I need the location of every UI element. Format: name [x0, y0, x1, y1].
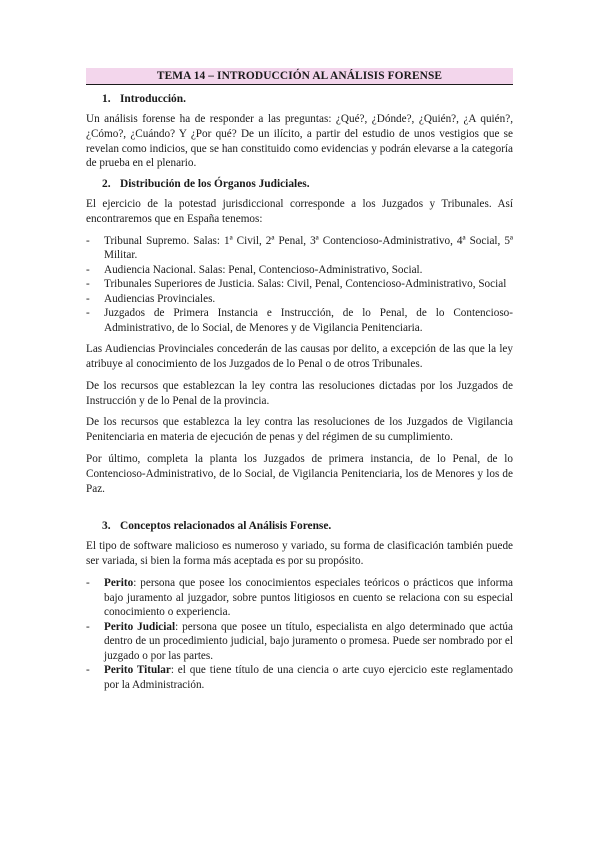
section-heading-2	[86, 178, 513, 190]
paragraph: Un análisis forense ha de responder a las preguntas: ¿Qué?, ¿Dónde?, ¿Quién?, ¿A quién?, ¿Cómo?, ¿Cuándo? Y ¿Por qué? De un ilícito, a partir del estudio de unos vestigios que se revelan como indicios, que se han constituido como evidencias y podrán elevarse a la categoría de prueba en el plenario.	[86, 113, 513, 170]
list-item	[86, 663, 513, 692]
paragraph: El tipo de software malicioso es numeroso y variado, su forma de clasificación también puede ser variada, si bien la forma más aceptada es por su propósito.	[86, 540, 513, 568]
section-number: 3.	[102, 520, 111, 533]
bullet-mark: -	[86, 263, 90, 276]
definition-list	[86, 576, 513, 692]
definition: : persona que posee un título, especialista en algo determinado que actúa dentro de un procedimiento judicial, bajo juramento o promesa. Puede ser nombrado por el juzgado o por las partes.	[104, 620, 513, 662]
term: Perito Judicial	[104, 620, 176, 633]
page-title: TEMA 14 – INTRODUCCIÓN AL ANÁLISIS FORENSE	[86, 68, 513, 85]
section-title: Introducción.	[120, 93, 186, 105]
list-item	[86, 277, 513, 292]
list-item-text: Audiencias Provinciales.	[104, 292, 216, 305]
paragraph: Las Audiencias Provinciales concederán de las causas por delito, a excepción de las que la ley atribuye al conocimiento de los Juzgados de lo Penal o de otros Tribunales.	[86, 343, 513, 371]
bullet-mark: -	[86, 577, 90, 590]
bullet-mark: -	[86, 620, 90, 633]
bullet-mark: -	[86, 234, 90, 247]
term: Perito	[104, 577, 134, 590]
section-heading-1	[86, 93, 513, 105]
section-number: 2.	[102, 178, 111, 191]
list-item-text: Juzgados de Primera Instancia e Instrucción, de lo Penal, de lo Contencioso-Administrativo, de lo Social, de Menores y de Vigilancia Penitenciaria.	[104, 307, 513, 334]
list-item-text	[104, 663, 513, 692]
definition: : el que tiene título de una ciencia o arte cuyo ejercicio este reglamentado por la Administración.	[104, 664, 513, 691]
definition: : persona que posee los conocimientos especiales teóricos o prácticos que informa bajo juramento al juzgador, sobre puntos litigiosos en cuento se relaciona con su especial conocimiento o experiencia.	[104, 577, 513, 619]
list-item-text: Audiencia Nacional. Salas: Penal, Contencioso-Administrativo, Social.	[104, 263, 423, 276]
term: Perito Titular	[104, 664, 171, 677]
paragraph: Por último, completa la planta los Juzgados de primera instancia, de lo Penal, de lo Contencioso-Administrativo, de lo Social, de Vigilancia Penitenciaria, los de Menores y los de Paz.	[86, 453, 513, 495]
section-number: 1.	[102, 93, 111, 105]
paragraph: De los recursos que establezcan la ley contra las resoluciones dictadas por los Juzgados de Instrucción y de lo Penal de la provincia.	[86, 379, 513, 407]
list-item-text	[104, 576, 513, 620]
bullet-list	[86, 234, 513, 336]
list-item	[86, 234, 513, 263]
list-item	[86, 292, 513, 307]
spacer	[86, 503, 513, 520]
paragraph: El ejercicio de la potestad jurisdiccional corresponde a los Juzgados y Tribunales. Así encontraremos que en España tenemos:	[86, 198, 513, 225]
list-item-text	[104, 620, 513, 664]
list-item	[86, 306, 513, 335]
section-heading-3	[86, 520, 513, 532]
list-item	[86, 576, 513, 620]
section-title: Conceptos relacionados al Análisis Forense.	[120, 520, 332, 533]
list-item-text: Tribunales Superiores de Justicia. Salas: Civil, Penal, Contencioso-Administrativo, Social	[104, 278, 507, 291]
bullet-mark: -	[86, 292, 90, 305]
bullet-mark: -	[86, 664, 90, 677]
bullet-mark: -	[86, 278, 90, 291]
list-item-text: Tribunal Supremo. Salas: 1ª Civil, 2ª Penal, 3ª Contencioso-Administrativo, 4ª Social, 5ª Militar.	[104, 234, 513, 262]
bullet-mark: -	[86, 307, 90, 320]
list-item	[86, 620, 513, 664]
paragraph: De los recursos que establezca la ley contra las resoluciones de los Juzgados de Vigilancia Penitenciaria en materia de ejecución de penas y del régimen de su cumplimiento.	[86, 416, 513, 444]
list-item	[86, 263, 513, 278]
section-title: Distribución de los Órganos Judiciales.	[120, 178, 310, 191]
